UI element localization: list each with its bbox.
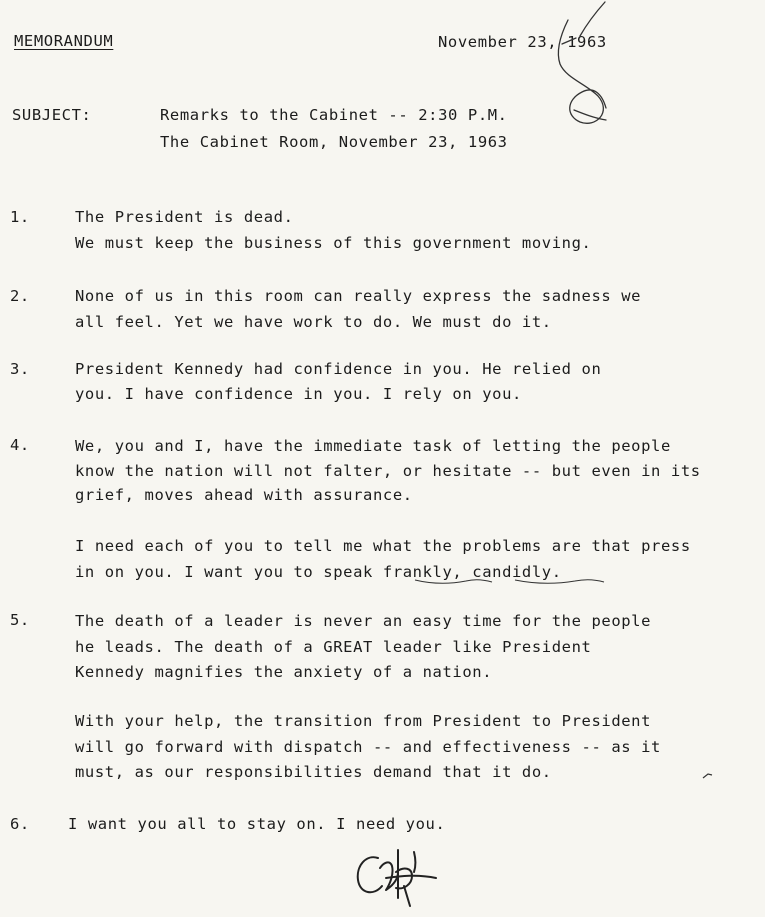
- item-3-line: President Kennedy had confidence in you. He relied on: [75, 360, 602, 378]
- item-number: 3.: [10, 360, 30, 378]
- item-number: 1.: [10, 208, 30, 226]
- item-4-line: in on you. I want you to speak frankly, candidly.: [75, 563, 562, 581]
- subject-line-2: The Cabinet Room, November 23, 1963: [160, 133, 508, 151]
- item-1-line: We must keep the business of this government moving.: [75, 234, 592, 252]
- item-6-line: I want you all to stay on. I need you.: [68, 815, 446, 833]
- item-4-line: know the nation will not falter, or hesitate -- but even in its: [75, 462, 701, 480]
- item-number: 6.: [10, 815, 30, 833]
- item-number: 2.: [10, 287, 30, 305]
- item-5-line: will go forward with dispatch -- and effectiveness -- as it: [75, 738, 661, 756]
- item-2-line: all feel. Yet we have work to do. We must do it.: [75, 313, 552, 331]
- item-4-line: I need each of you to tell me what the problems are that press: [75, 537, 691, 555]
- item-5-line: he leads. The death of a GREAT leader like President: [75, 638, 592, 656]
- item-5-line: must, as our responsibilities demand that it do.: [75, 763, 552, 781]
- item-3-line: you. I have confidence in you. I rely on you.: [75, 385, 522, 403]
- memo-heading: MEMORANDUM: [14, 32, 114, 50]
- item-5-line: The death of a leader is never an easy time for the people: [75, 612, 652, 630]
- lbj-signature-icon: [358, 850, 436, 906]
- item-number: 4.: [10, 436, 30, 454]
- handwritten-loop-mark-icon: [558, 2, 606, 123]
- margin-checkmark: [703, 774, 712, 778]
- item-5-line: Kennedy magnifies the anxiety of a nation.: [75, 663, 493, 681]
- item-2-line: None of us in this room can really express the sadness we: [75, 287, 642, 305]
- item-4-line: We, you and I, have the immediate task of letting the people: [75, 437, 671, 455]
- subject-label: SUBJECT:: [12, 106, 92, 124]
- item-1-line: The President is dead.: [75, 208, 294, 226]
- item-5-line: With your help, the transition from President to President: [75, 712, 652, 730]
- item-4-line: grief, moves ahead with assurance.: [75, 486, 413, 504]
- subject-line-1: Remarks to the Cabinet -- 2:30 P.M.: [160, 106, 508, 124]
- memo-date: November 23, 1963: [438, 33, 607, 51]
- item-number: 5.: [10, 611, 30, 629]
